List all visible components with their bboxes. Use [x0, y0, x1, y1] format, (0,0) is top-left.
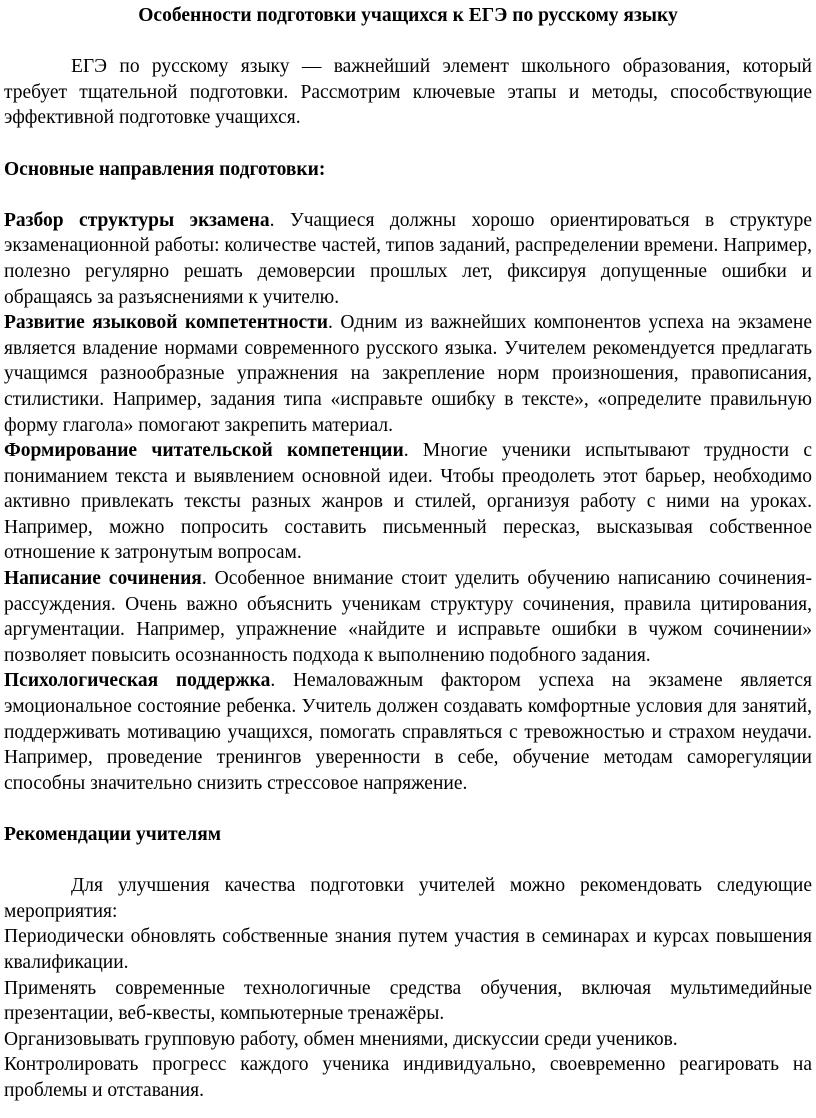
direction-paragraph	[4, 668, 812, 796]
spacer	[4, 796, 812, 822]
direction-text: . Учащиеся должны хорошо ориентироваться в структуре экзаменационной работы: количестве частей, типов заданий, распределении времени. Например, полезно регулярно решать демоверсии прошлых лет, фиксируя допущенные ошибки и обращаясь за разъяснениями к учителю.	[4, 209, 813, 308]
direction-paragraph	[4, 566, 812, 668]
document-title: Особенности подготовки учащихся к ЕГЭ по русскому языку	[138, 5, 678, 26]
direction-term: Формирование читательской компетенции	[4, 440, 404, 462]
spacer	[4, 29, 812, 55]
recommendations-intro: Для улучшения качества подготовки учителей можно рекомендовать следующие мероприятия:	[4, 875, 812, 922]
recommendation-item: Организовывать групповую работу, обмен мнениями, дискуссии среди учеников.	[4, 1028, 678, 1050]
direction-text: . Немаловажным фактором успеха на экзамене является эмоциональное состояние ребенка. Учитель должен создавать комфортные условия для занятий, поддерживать мотивацию учащихся, помогать справляться с тревожностью и страхом неудачи. Например, проведение тренингов уверенности в себе, обучение методам саморегуляции способны значительно снизить стрессовое напряжение.	[4, 670, 812, 794]
spacer	[4, 848, 812, 874]
direction-paragraph	[4, 438, 812, 566]
intro-paragraph: ЕГЭ по русскому языку — важнейший элемент школьного образования, который требует тщательной подготовки. Рассмотрим ключевые этапы и методы, способствующие эффективной подготовке учащихся.	[4, 56, 812, 129]
direction-text: . Одним из важнейших компонентов успеха на экзамене является владение нормами современного русского языка. Учителем рекомендуется предлагать учащимся разнообразные упражнения на закрепление норм произношения, правописания, стилистики. Например, задания типа «исправьте ошибку в тексте», «определите правильную форму глагола» помогают закрепить материал.	[4, 312, 812, 436]
spacer	[4, 131, 812, 157]
recommendation-item: Контролировать прогресс каждого ученика индивидуально, своевременно реагировать на проблемы и отставания.	[4, 1054, 812, 1101]
directions-heading: Основные направления подготовки:	[4, 158, 326, 180]
direction-term: Написание сочинения	[4, 568, 202, 590]
direction-term: Разбор структуры экзамена	[4, 209, 270, 231]
direction-paragraph	[4, 310, 812, 438]
recommendation-item: Периодически обновлять собственные знания путем участия в семинарах и курсах повышения квалификации.	[4, 926, 812, 973]
recommendations-heading: Рекомендации учителям	[4, 824, 222, 845]
direction-paragraph	[4, 208, 812, 310]
direction-term: Психологическая поддержка	[4, 670, 271, 692]
recommendation-item: Применять современные технологичные средства обучения, включая мультимедийные презентации, веб-квесты, компьютерные тренажёры.	[4, 977, 812, 1025]
spacer	[4, 182, 812, 208]
direction-text: . Особенное внимание стоит уделить обучению написанию сочинения-рассуждения. Очень важно объяснить ученикам структуру сочинения, правила цитирования, аргументации. Например, упражнение «найдите и исправьте ошибки в чужом сочинении» позволяет повысить осознанность подхода к выполнению подобного задания.	[4, 568, 812, 666]
direction-term: Развитие языковой компетентности	[4, 312, 329, 334]
direction-text: . Многие ученики испытывают трудности с пониманием текста и выявлением основной идеи. Чтобы преодолеть этот барьер, необходимо активно привлекать тексты разных жанров и стилей, организуя работу с ними на уроках. Например, можно попросить составить письменный пересказ, высказывая собственное отношение к затронутым вопросам.	[4, 440, 812, 564]
